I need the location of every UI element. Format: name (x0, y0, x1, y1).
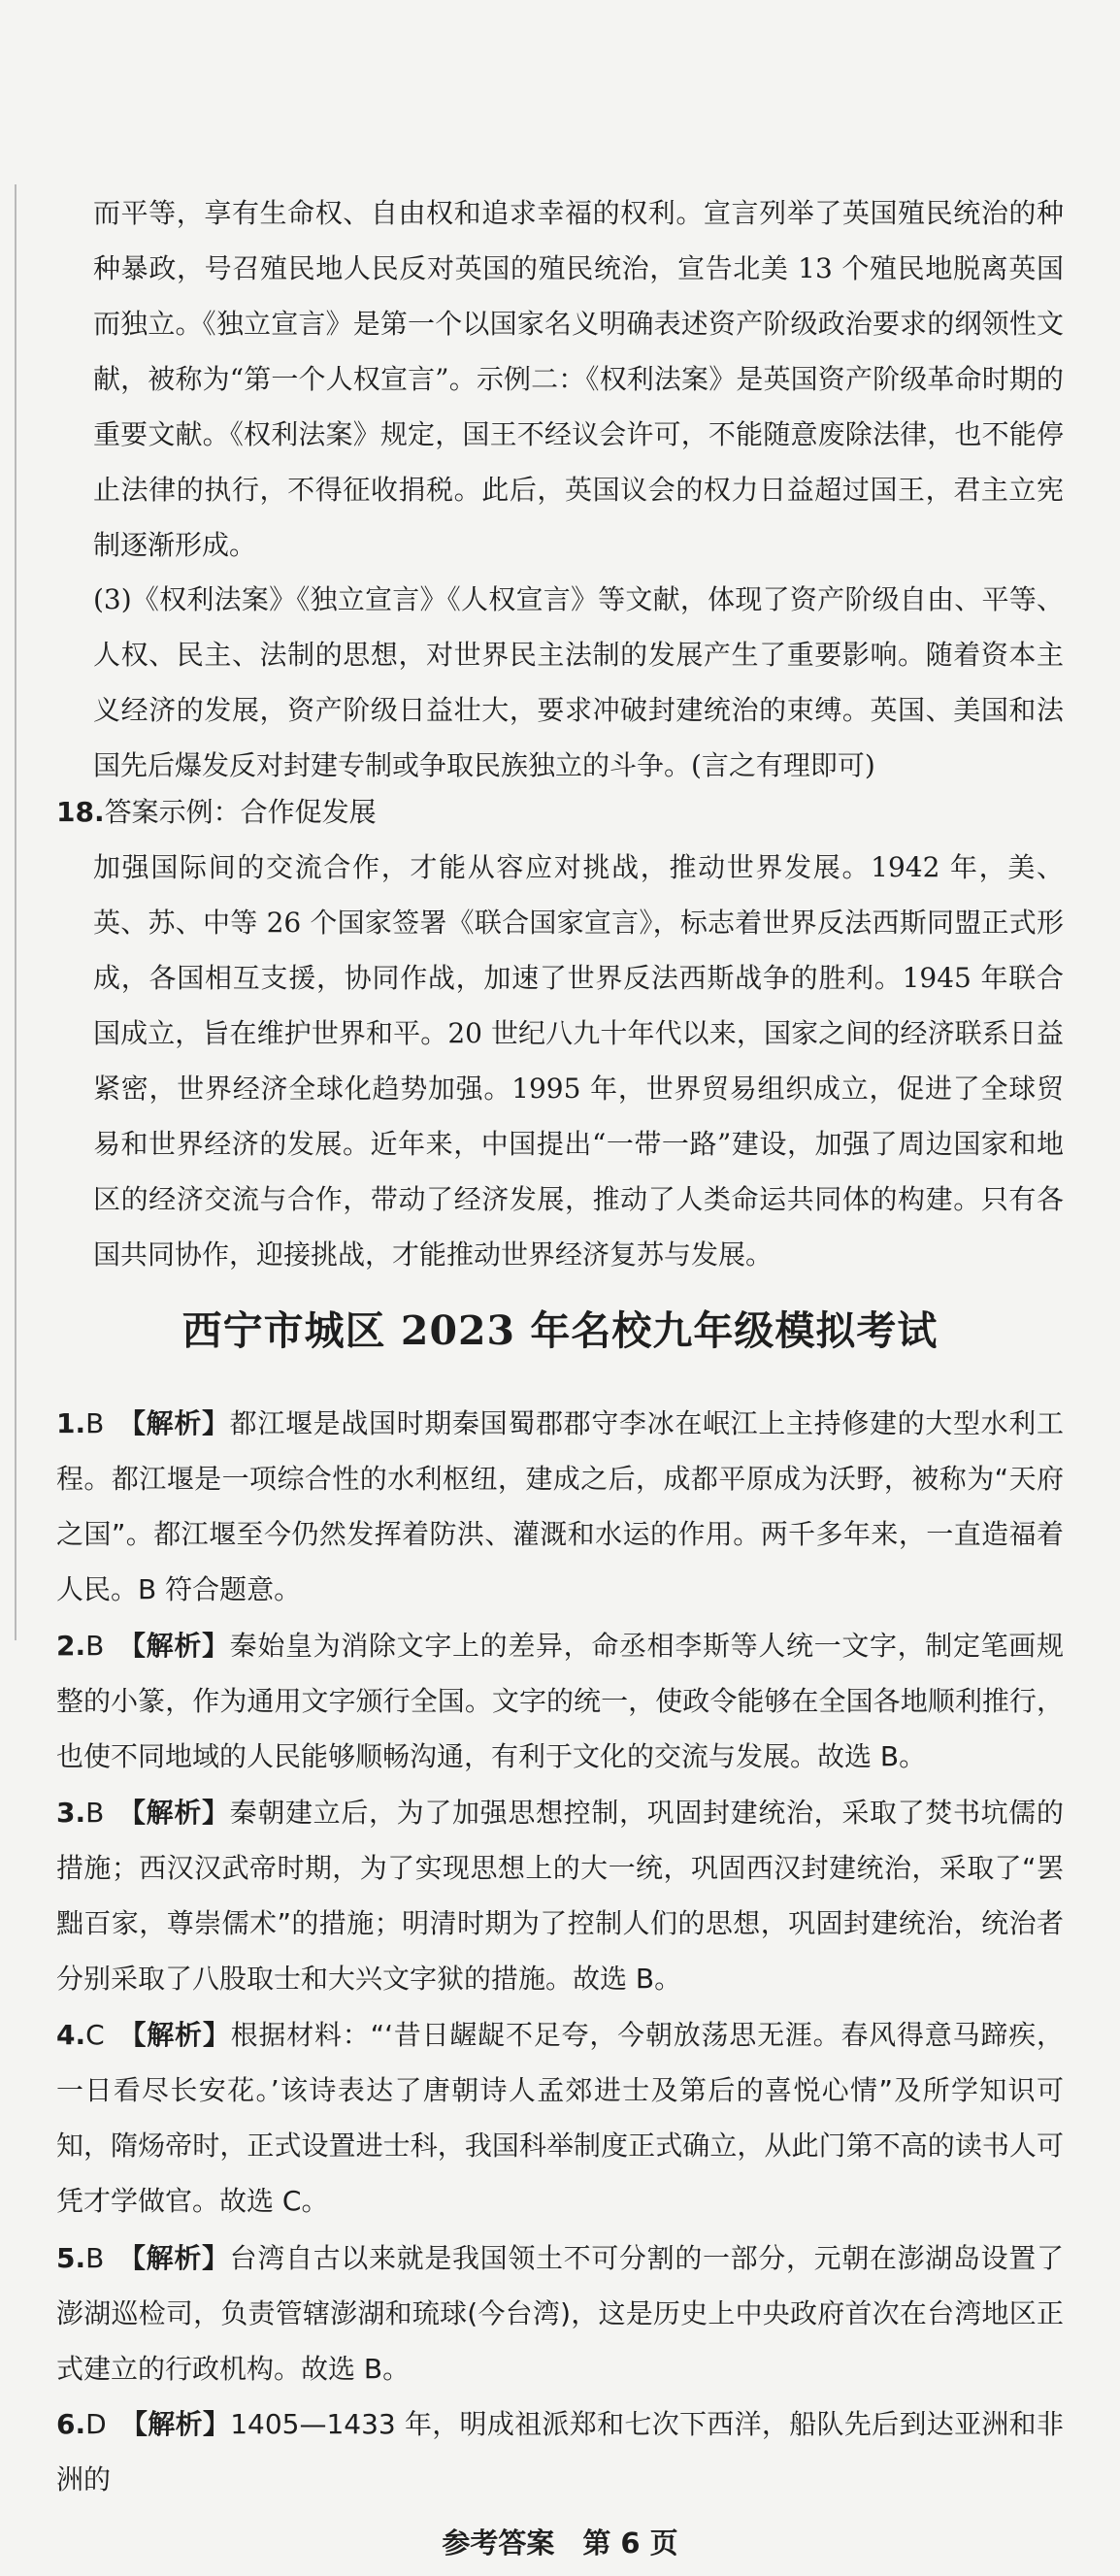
analysis-tag: 【解析】 (117, 1630, 230, 1662)
answer-2 (56, 1618, 1064, 1784)
answer-3 (56, 1785, 1064, 2006)
answer-choice: C (85, 2019, 105, 2051)
answer-text: 1405—1433 年，明成祖派郑和七次下西洋，船队先后到达亚洲和非洲的 (56, 2408, 1064, 2495)
answer-number: 3. (56, 1797, 86, 1829)
answer-text: 都江堰是战国时期秦国蜀郡郡守李冰在岷江上主持修建的大型水利工程。都江堰是一项综合性的水利枢纽，建成之后，成都平原成为沃野，被称为“天府之国”。都江堰至今仍然发挥着防洪、灌溉和水运的作用。两千多年来，一直造福着人民。B 符合题意。 (56, 1407, 1064, 1605)
analysis-tag: 【解析】 (117, 1797, 230, 1829)
analysis-tag: 【解析】 (119, 2408, 231, 2440)
answer-number: 2. (56, 1630, 86, 1662)
answer-1 (56, 1396, 1064, 1617)
answer-text: 秦朝建立后，为了加强思想控制，巩固封建统治，采取了焚书坑儒的措施；西汉汉武帝时期，为了实现思想上的大一统，巩固西汉封建统治，采取了“罢黜百家，尊崇儒术”的措施；明清时期为了控制人们的思想，巩固封建统治，统治者分别采取了八股取士和大兴文字狱的措施。故选 B。 (56, 1797, 1064, 1995)
answer-number: 5. (56, 2242, 86, 2274)
answer-choice: D (85, 2408, 107, 2440)
answer-number: 4. (56, 2019, 86, 2051)
question-18-title (56, 784, 377, 840)
answer-5 (56, 2230, 1064, 2396)
question-18-label: 答案示例：合作促发展 (104, 796, 377, 828)
question-18-number: 18. (56, 796, 105, 828)
analysis-tag: 【解析】 (117, 2019, 231, 2051)
answer-choice: B (85, 1797, 105, 1829)
analysis-tag: 【解析】 (117, 1407, 230, 1439)
answer-6 (56, 2396, 1064, 2507)
page-footer: 参考答案 第 6 页 (442, 2526, 678, 2559)
answer-choice: B (85, 1407, 105, 1439)
answer-number: 1. (56, 1407, 86, 1439)
answer-text: 根据材料：“‘昔日龌龊不足夸，今朝放荡思无涯。春风得意马蹄疾，一日看尽长安花。’该诗表达了唐朝诗人孟郊进士及第后的喜悦心情”及所学知识可知，隋炀帝时，正式设置进士科，我国科举制度正式确立，从此门第不高的读书人可凭才学做官。故选 C。 (56, 2019, 1064, 2217)
answer-text: 台湾自古以来就是我国领土不可分割的一部分，元朝在澎湖岛设置了澎湖巡检司，负责管辖澎湖和琉球(今台湾)，这是历史上中央政府首次在台湾地区正式建立的行政机构。故选 B。 (56, 2242, 1064, 2385)
margin-rule (15, 184, 16, 1640)
paragraph-declaration: 而平等，享有生命权、自由权和追求幸福的权利。宣言列举了英国殖民统治的种种暴政，号召殖民地人民反对英国的殖民统治，宣告北美 13 个殖民地脱离英国而独立。《独立宣言》是第一个以国家名义明确表述资产阶级政治要求的纲领性文献，被称为“第一个人权宣言”。示例二：《权利法案》是英国资产阶级革命时期的重要文献。《权利法案》规定，国王不经议会许可，不能随意废除法律，也不能停止法律的执行，不得征收捐税。此后，英国议会的权力日益超过国王，君主立宪制逐渐形成。 (93, 197, 1064, 561)
paragraph-3: (3)《权利法案》《独立宣言》《人权宣言》等文献，体现了资产阶级自由、平等、人权、民主、法制的思想，对世界民主法制的发展产生了重要影响。随着资本主义经济的发展，资产阶级日益壮大，要求冲破封建统治的束缚。英国、美国和法国先后爆发反对封建专制或争取民族独立的斗争。(言之有理即可) (93, 583, 1064, 781)
answer-text: 秦始皇为消除文字上的差异，命丞相李斯等人统一文字，制定笔画规整的小篆，作为通用文字颁行全国。文字的统一，使政令能够在全国各地顺利推行，也使不同地域的人民能够顺畅沟通，有利于文化的交流与发展。故选 B。 (56, 1630, 1064, 1772)
exam-heading: 西宁市城区 2023 年名校九年级模拟考试 (181, 1307, 939, 1354)
analysis-tag: 【解析】 (117, 2242, 230, 2274)
answer-choice: B (85, 1630, 105, 1662)
answer-choice: B (85, 2242, 105, 2274)
answer-number: 6. (56, 2408, 86, 2440)
question-18-body: 加强国际间的交流合作，才能从容应对挑战，推动世界发展。1942 年，美、英、苏、中等 26 个国家签署《联合国家宣言》，标志着世界反法西斯同盟正式形成，各国相互支援，协同作战，加速了世界反法西斯战争的胜利。1945 年联合国成立，旨在维护世界和平。20 世纪八九十年代以来，国家之间的经济联系日益紧密，世界经济全球化趋势加强。1995 年，世界贸易组织成立，促进了全球贸易和世界经济的发展。近年来，中国提出“一带一路”建设，加强了周边国家和地区的经济交流与合作，带动了经济发展，推动了人类命运共同体的构建。只有各国共同协作，迎接挑战，才能推动世界经济复苏与发展。 (93, 851, 1064, 1271)
answer-4 (56, 2007, 1064, 2229)
